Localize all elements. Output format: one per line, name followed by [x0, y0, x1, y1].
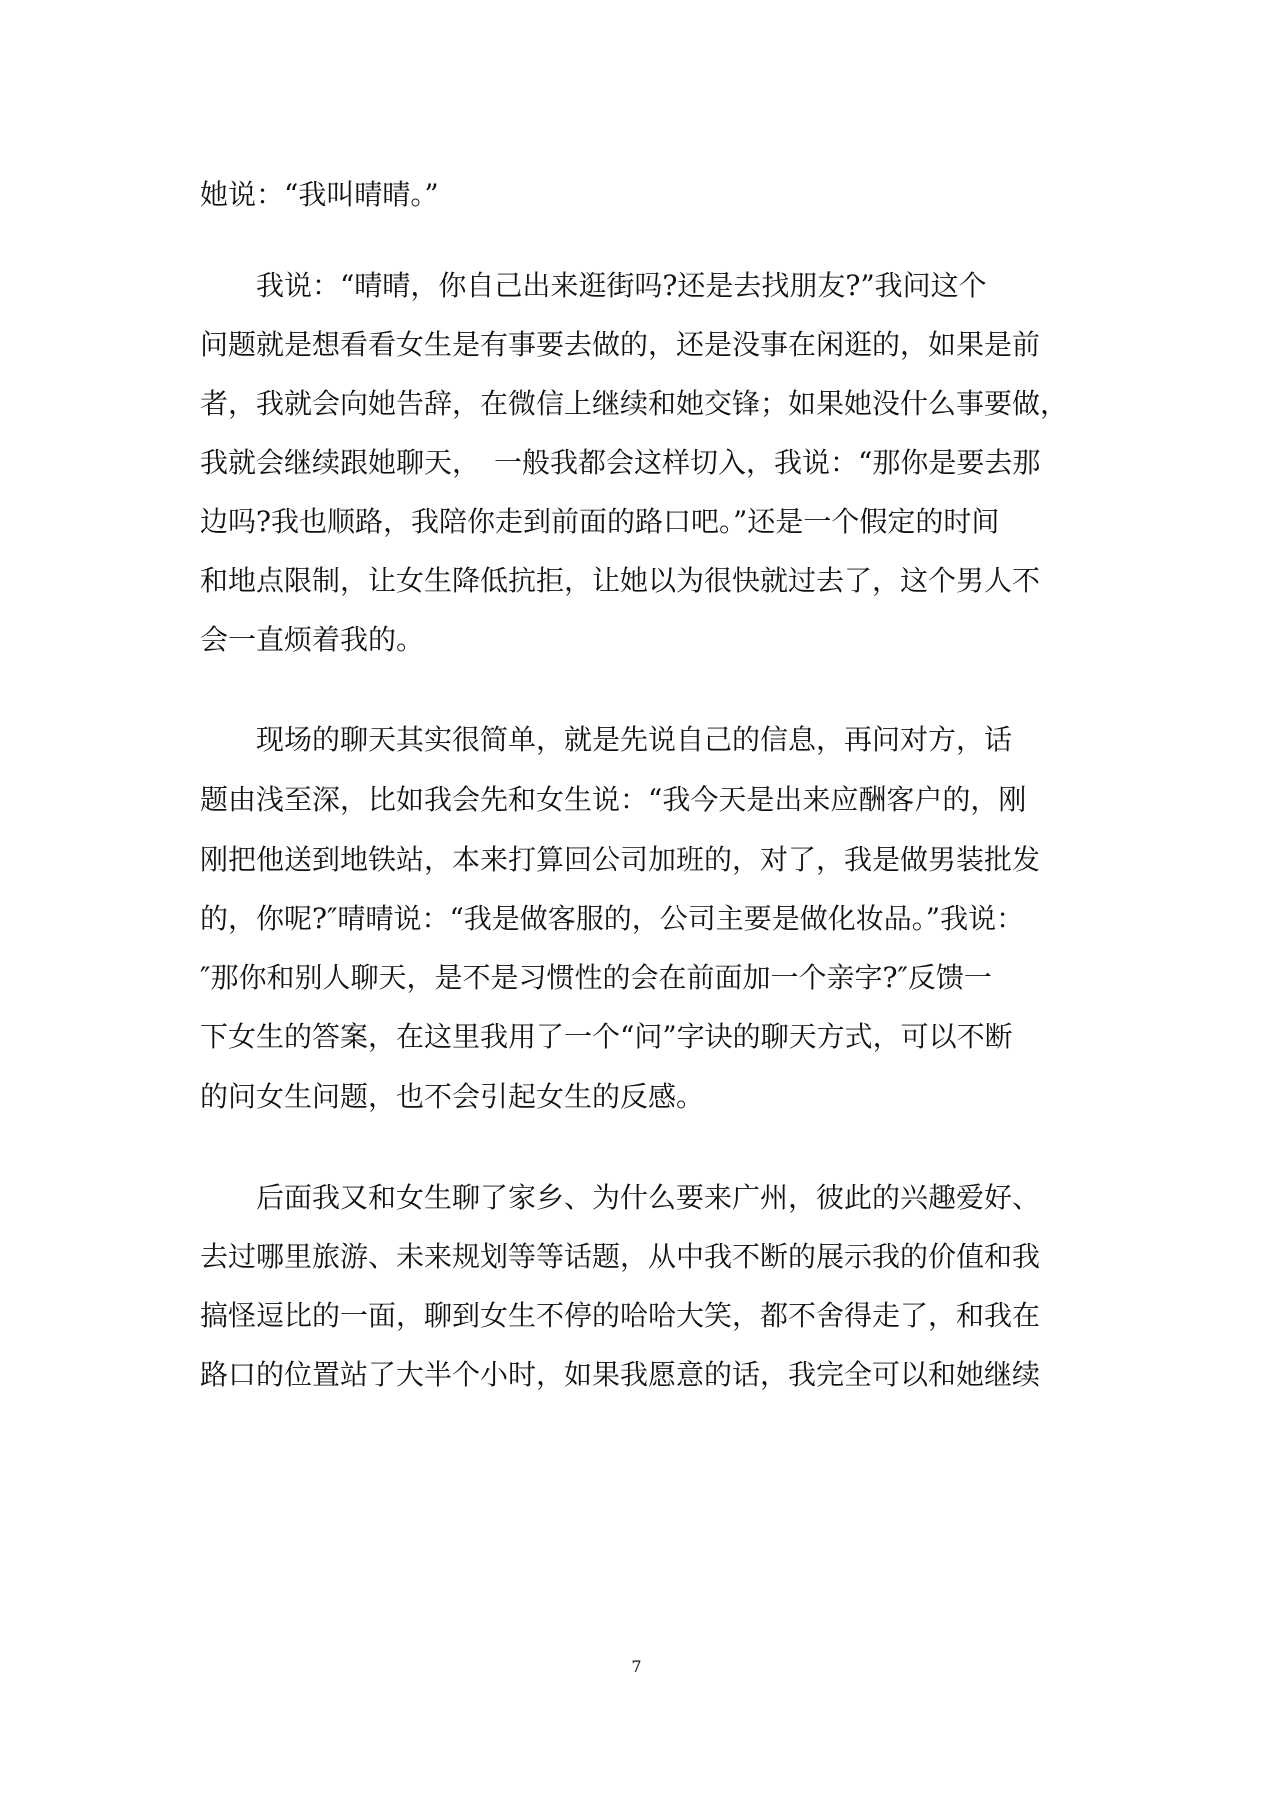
text-line: 去过哪里旅游、未来规划等等话题，从中我不断的展示我的价值和我 — [200, 1240, 1041, 1273]
text-line: 路口的位置站了大半个小时，如果我愿意的话，我完全可以和她继续 — [200, 1358, 1041, 1391]
text-line: 刚把他送到地铁站，本来打算回公司加班的，对了，我是做男装批发 — [200, 843, 1041, 876]
text-line: 会一直烦着我的。 — [200, 623, 425, 656]
text-line: 的问女生问题，也不会引起女生的反感。 — [200, 1080, 705, 1113]
text-line: 的，你呢?″晴晴说：“我是做客服的，公司主要是做化妆品。”我说： — [200, 902, 1025, 935]
text-line: 她说：“我叫晴晴。” — [200, 178, 439, 211]
text-line: 下女生的答案，在这里我用了一个“问”字诀的聊天方式，可以不断 — [200, 1020, 1013, 1053]
text-line: 现场的聊天其实很简单，就是先说自己的信息，再问对方，话 — [200, 723, 1013, 756]
text-line: 问题就是想看看女生是有事要去做的，还是没事在闲逛的，如果是前 — [200, 328, 1041, 361]
text-line: 和地点限制，让女生降低抗拒，让她以为很快就过去了，这个男人不 — [200, 564, 1041, 597]
text-line: 后面我又和女生聊了家乡、为什么要来广州，彼此的兴趣爱好、 — [200, 1181, 1041, 1214]
text-line: 者，我就会向她告辞，在微信上继续和她交锋；如果她没什么事要做， — [200, 387, 1069, 420]
text-line: ″那你和别人聊天，是不是习惯性的会在前面加一个亲字?″反馈一 — [200, 961, 992, 994]
page-number: 7 — [631, 1657, 642, 1676]
text-line: 我就会继续跟她聊天， 一般我都会这样切入，我说：“那你是要去那 — [200, 446, 1041, 479]
text-line: 题由浅至深，比如我会先和女生说：“我今天是出来应酬客户的，刚 — [200, 783, 1027, 816]
text-line: 我说：“晴晴，你自己出来逛街吗?还是去找朋友?”我问这个 — [200, 269, 987, 302]
text-line: 搞怪逗比的一面，聊到女生不停的哈哈大笑，都不舍得走了，和我在 — [200, 1299, 1041, 1332]
text-line: 边吗?我也顺路，我陪你走到前面的路口吧。”还是一个假定的时间 — [200, 505, 1000, 538]
